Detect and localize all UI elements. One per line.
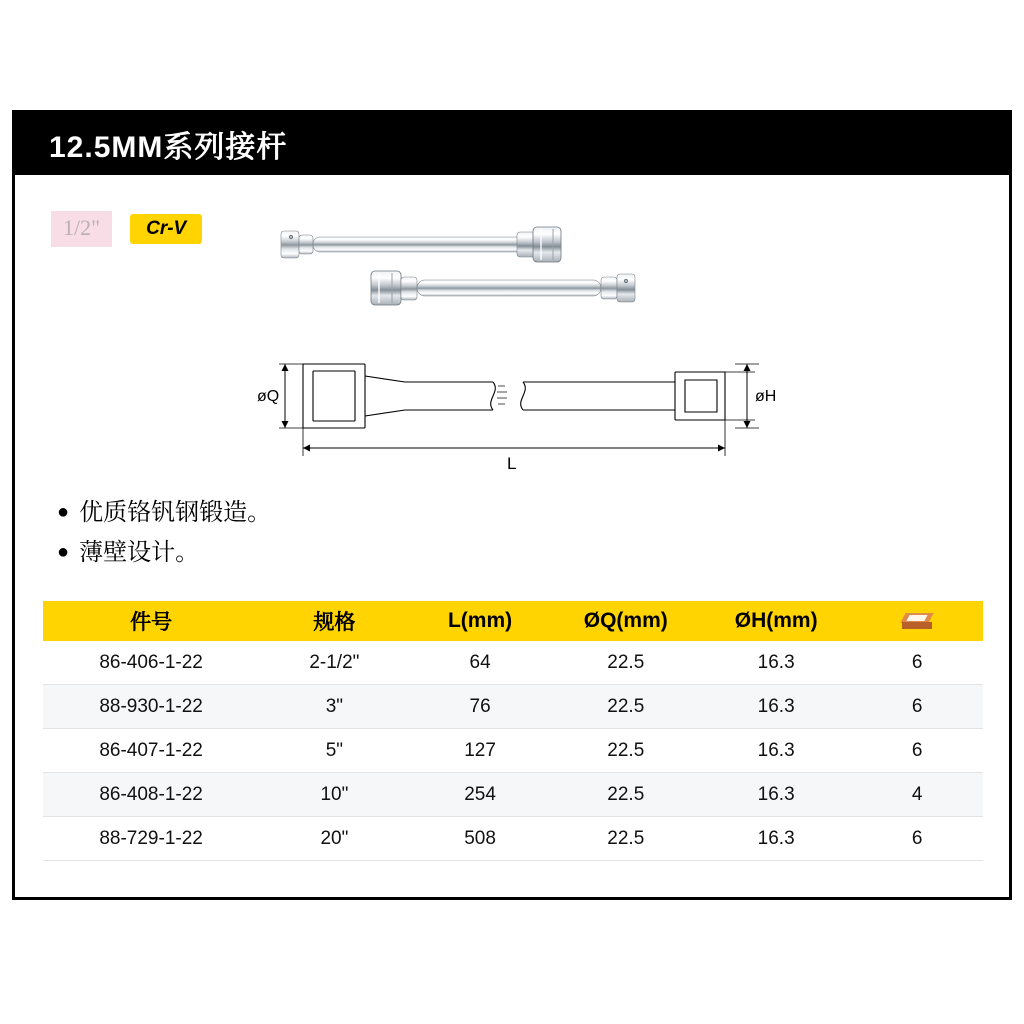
dimension-label-h: øH <box>755 388 777 405</box>
column-header-part: 件号 <box>43 601 259 641</box>
dimension-label-q: øQ <box>257 388 280 405</box>
feature-list <box>45 498 645 578</box>
cell-spec: 10" <box>259 773 409 817</box>
cell-q: 22.5 <box>551 685 701 729</box>
short-extension-bar <box>371 271 635 305</box>
bullet-dot-icon: ● <box>57 541 70 563</box>
extension-bars-illustration <box>265 209 825 339</box>
cell-h: 16.3 <box>701 729 851 773</box>
cell-q: 22.5 <box>551 641 701 685</box>
technical-drawing <box>255 348 795 483</box>
table-header <box>43 601 983 641</box>
table-row <box>43 729 983 773</box>
product-sheet <box>12 110 1012 900</box>
cell-part: 88-729-1-22 <box>43 817 259 861</box>
dimension-label-l: L <box>507 454 517 473</box>
column-header-pack <box>851 601 983 641</box>
badge-row <box>51 211 202 247</box>
table-row <box>43 641 983 685</box>
list-item <box>45 538 645 568</box>
cell-spec: 5" <box>259 729 409 773</box>
cell-spec: 20" <box>259 817 409 861</box>
column-header-h: ØH(mm) <box>701 601 851 641</box>
title-bar <box>15 113 1009 175</box>
feature-text: 薄壁设计。 <box>79 539 200 566</box>
cell-length: 254 <box>410 773 551 817</box>
cell-pack: 6 <box>851 641 983 685</box>
cell-part: 86-406-1-22 <box>43 641 259 685</box>
table-body <box>43 641 983 861</box>
table-header-row <box>43 601 983 641</box>
cell-q: 22.5 <box>551 773 701 817</box>
cell-spec: 2-1/2" <box>259 641 409 685</box>
table-row <box>43 685 983 729</box>
bullet-dot-icon: ● <box>57 501 70 523</box>
cell-pack: 6 <box>851 685 983 729</box>
package-box-icon <box>902 611 932 631</box>
list-item <box>45 498 645 528</box>
cell-part: 86-407-1-22 <box>43 729 259 773</box>
drive-size-badge: 1/2" <box>51 211 112 247</box>
column-header-q: ØQ(mm) <box>551 601 701 641</box>
cell-h: 16.3 <box>701 685 851 729</box>
cell-h: 16.3 <box>701 773 851 817</box>
cell-pack: 6 <box>851 817 983 861</box>
column-header-spec: 规格 <box>259 601 409 641</box>
cell-length: 64 <box>410 641 551 685</box>
cell-h: 16.3 <box>701 817 851 861</box>
long-extension-bar <box>281 227 561 262</box>
cell-part: 86-408-1-22 <box>43 773 259 817</box>
cell-pack: 4 <box>851 773 983 817</box>
cell-q: 22.5 <box>551 817 701 861</box>
product-photo <box>265 209 825 339</box>
page-title: 12.5MM系列接杆 <box>49 131 288 164</box>
material-badge: Cr-V <box>130 214 202 244</box>
cell-part: 88-930-1-22 <box>43 685 259 729</box>
table-row <box>43 773 983 817</box>
cell-h: 16.3 <box>701 641 851 685</box>
cell-length: 76 <box>410 685 551 729</box>
cell-pack: 6 <box>851 729 983 773</box>
dimension-diagram <box>255 348 795 483</box>
column-header-length: L(mm) <box>410 601 551 641</box>
spec-table <box>43 601 983 861</box>
cell-q: 22.5 <box>551 729 701 773</box>
cell-spec: 3" <box>259 685 409 729</box>
feature-text: 优质铬钒钢锻造。 <box>79 499 272 526</box>
table-row <box>43 817 983 861</box>
spec-table-wrapper <box>43 601 983 861</box>
cell-length: 127 <box>410 729 551 773</box>
cell-length: 508 <box>410 817 551 861</box>
